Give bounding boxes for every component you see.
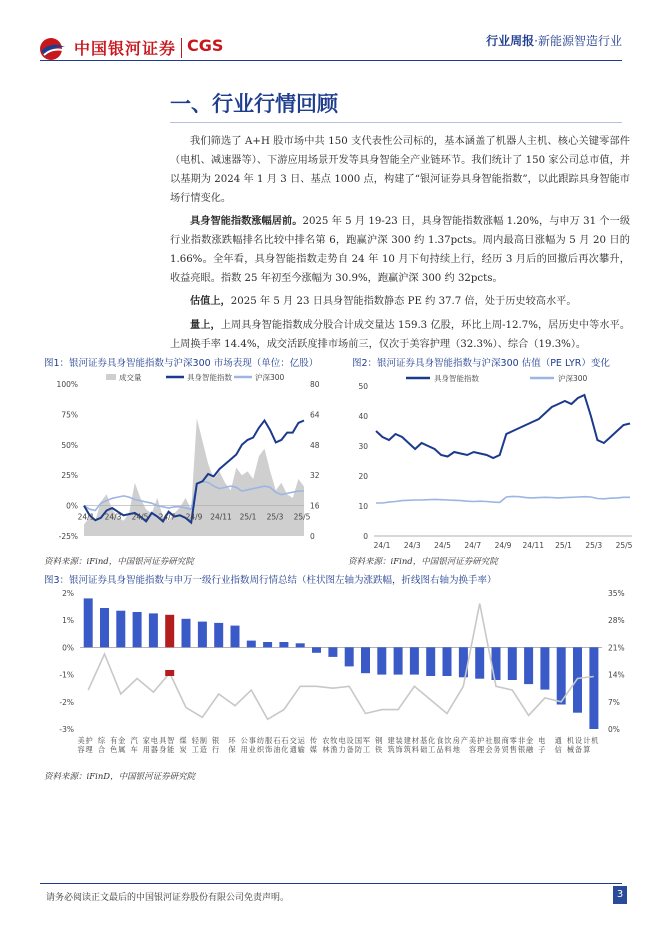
category-label-char: 制 <box>199 736 207 745</box>
category-label <box>387 736 402 754</box>
x-axis-tick-label: 24/11 <box>522 541 545 550</box>
category-label-char: 装 <box>395 736 403 745</box>
header-divider <box>40 60 622 61</box>
category-label-char: 汽 <box>130 736 138 745</box>
category-label-char: 煤 <box>179 736 187 745</box>
category-label <box>555 736 562 754</box>
x-axis-tick-label: 25/1 <box>239 512 257 522</box>
right-axis-tick-label: 48 <box>310 440 320 450</box>
bar <box>263 642 272 647</box>
figure3-caption: 图3：银河证券具身智能指数与申万一级行业指数周行情总结（柱状图左轴为涨跌幅，折线图右轴为换手率） <box>44 575 497 586</box>
category-label-char: 身 <box>159 745 167 754</box>
bar <box>573 647 582 712</box>
category-label <box>130 736 137 754</box>
category-label-char: 饮 <box>444 736 452 745</box>
bar <box>540 647 549 689</box>
x-axis-tick-label: 24/7 <box>158 512 176 522</box>
category-label <box>159 736 174 754</box>
industry-name: ·新能源智造行业 <box>534 34 622 48</box>
category-label-char: 军 <box>362 736 371 745</box>
y-axis-tick-label: 10 <box>358 502 368 511</box>
category-label <box>518 736 534 754</box>
report-header <box>486 32 622 49</box>
logo-mark-icon <box>38 36 68 62</box>
category-label-char: 石 <box>273 736 281 745</box>
category-label-char: 家 <box>142 736 151 745</box>
category-label-char: 运 <box>297 736 305 745</box>
category-label <box>502 736 517 754</box>
right-axis-tick-label: 35% <box>608 589 625 598</box>
x-axis-tick-label: 24/3 <box>403 541 421 550</box>
bar <box>84 598 93 647</box>
category-label-char: 服 <box>264 736 273 745</box>
category-label <box>273 736 288 754</box>
category-label-char: 产 <box>460 736 468 745</box>
bar <box>524 647 533 684</box>
category-label-char: 美 <box>469 736 477 745</box>
bar <box>149 613 158 647</box>
category-label <box>110 736 125 754</box>
paragraph-volume-lead: 量上， <box>190 319 221 331</box>
left-axis-tick-label: -25% <box>58 532 78 541</box>
legend-index-label: 具身智能指数 <box>187 373 232 382</box>
x-axis-tick-label: 24/9 <box>185 512 203 522</box>
category-label-char: 传 <box>309 736 318 745</box>
x-axis-tick-label: 25/1 <box>555 541 572 550</box>
y-axis-tick-label: 40 <box>358 412 368 421</box>
category-label <box>98 736 106 754</box>
category-label-char: 色 <box>110 745 118 754</box>
paragraph-volume <box>170 316 630 354</box>
category-label-char: 设 <box>574 736 583 745</box>
category-label-char: 非 <box>517 736 526 745</box>
paragraph-performance <box>170 212 630 288</box>
paragraph-volume-body: 上周具身智能指数成分股合计成交量达 159.3 亿股，环比上周-12.7%，居历史中等水平。上周换手率 14.4%，成交活跃度排市场前三，仅次于美容护理（32.3%）、综合（19.3%）。 <box>170 320 631 350</box>
category-label-char: 计 <box>583 736 591 745</box>
category-label-char: 环 <box>228 736 236 745</box>
category-label-char: 信 <box>554 745 562 754</box>
bar <box>328 647 337 657</box>
category-label-char: 工 <box>362 745 371 754</box>
category-label-char: 通 <box>289 745 297 754</box>
category-label <box>257 736 273 754</box>
category-label-char: 防 <box>354 745 363 754</box>
paragraph-valuation-body: 2025 年 5 月 23 日具身智能指数静态 PE 约 37.7 倍，处于历史较高水平。 <box>230 296 577 307</box>
bar <box>198 622 207 648</box>
category-label-char: 林 <box>322 745 330 754</box>
category-label-char: 地 <box>452 745 460 754</box>
category-label-char: 备 <box>346 745 354 754</box>
category-label-char: 通 <box>554 736 562 745</box>
category-label-char: 纺 <box>256 736 265 745</box>
category-label <box>436 736 452 754</box>
category-label-char: 社 <box>485 736 493 745</box>
footer-disclaimer: 请务必阅读正文最后的中国银河证券股份有限公司免责声明。 <box>46 893 290 903</box>
legend-index-label: 具身智能指数 <box>434 374 479 383</box>
x-axis-tick-label: 25/3 <box>266 512 284 522</box>
category-label-char: 化 <box>281 745 289 754</box>
category-label-char: 业 <box>248 745 256 754</box>
category-label-char: 农 <box>322 736 330 745</box>
category-label-char: 行 <box>212 745 220 754</box>
left-axis-tick-label: -1% <box>59 670 74 680</box>
category-label <box>192 736 207 754</box>
paragraph-intro: 我们筛选了 A+H 股市场中共 150 支代表性公司标的，基本涵盖了机器人主机、核心关键零部件（电机、减速器等）、下游应用场景开发等具身智能全产业链环节。我们统计了 150 家公司总市值，并以基期为 2024 年 1 月 3 日、基点 1000 点，构建了“银河证券具身智能指数”，以此跟踪具身智能市场行情变化。 <box>170 136 630 204</box>
left-axis-tick-label: -3% <box>59 725 74 734</box>
category-label-char: 容 <box>469 745 477 754</box>
x-axis-tick-label: 25/3 <box>585 541 603 550</box>
left-axis-tick-label: -2% <box>59 697 74 707</box>
category-label-char: 零 <box>509 736 517 745</box>
category-label-char: 综 <box>97 736 106 745</box>
section-title: 一、行业行情回顾 <box>170 92 338 116</box>
left-axis-tick-label: 0% <box>66 501 78 511</box>
category-label-char: 车 <box>130 745 138 754</box>
right-axis-tick-label: 28% <box>608 616 625 626</box>
x-axis-tick-label: 24/7 <box>464 541 482 550</box>
left-axis-tick-label: 25% <box>61 471 78 481</box>
category-label-char: 银 <box>517 745 526 754</box>
category-label-char: 炭 <box>179 745 187 754</box>
category-label <box>228 736 236 754</box>
category-label-char: 础 <box>420 745 428 754</box>
category-label-char: 化 <box>428 736 436 745</box>
bar <box>345 647 354 666</box>
category-label-char: 保 <box>228 745 236 754</box>
section-divider <box>170 122 622 123</box>
category-label-char: 料 <box>444 745 452 754</box>
bar <box>247 641 256 648</box>
bar <box>312 647 321 652</box>
category-label-char: 筑 <box>387 745 395 754</box>
category-label-char: 美 <box>77 736 85 745</box>
right-axis-tick-label: 7% <box>608 697 620 707</box>
y-axis-tick-label: 30 <box>358 442 368 451</box>
category-label <box>420 736 435 754</box>
category-label-char: 钢 <box>375 736 383 745</box>
category-label-char: 材 <box>411 736 420 745</box>
bar-highlight <box>165 615 174 648</box>
category-label <box>538 736 545 754</box>
category-label-char: 务 <box>493 745 501 754</box>
category-label <box>290 736 306 754</box>
category-label <box>322 736 337 754</box>
category-label-char: 轻 <box>191 736 199 745</box>
paragraph-valuation-lead: 估值上， <box>190 295 231 307</box>
category-label <box>404 736 420 754</box>
category-label-char: 能 <box>167 745 175 754</box>
category-label <box>583 736 598 754</box>
category-label-char: 子 <box>538 745 546 754</box>
category-label-char: 械 <box>566 745 575 754</box>
category-label <box>310 736 318 754</box>
logo-divider <box>181 38 182 58</box>
category-label-char: 护 <box>85 736 93 745</box>
category-label-char: 建 <box>387 736 395 745</box>
category-label-char: 算 <box>583 745 591 754</box>
x-axis-tick-label: 24/1 <box>77 512 95 522</box>
category-label <box>179 736 186 754</box>
bar <box>589 647 598 729</box>
category-label-char: 售 <box>509 745 517 754</box>
category-label-char: 电 <box>538 736 546 745</box>
right-axis-tick-label: 16 <box>310 501 320 511</box>
category-label-char: 备 <box>574 745 583 754</box>
right-axis-tick-label: 0% <box>608 725 620 734</box>
category-label <box>485 736 501 754</box>
category-label <box>339 736 355 754</box>
left-axis-tick-label: 75% <box>61 410 78 420</box>
y-axis-tick-label: 20 <box>358 472 368 481</box>
category-label <box>567 736 583 754</box>
figure1-caption: 图1：银河证券具身智能指数与沪深300 市场表现（单位：亿股） <box>44 358 319 369</box>
bar <box>296 643 305 647</box>
legend-volume-label: 成交量 <box>119 373 142 382</box>
category-label-char: 品 <box>436 745 444 754</box>
category-label-char: 交 <box>289 736 297 745</box>
category-label-char: 容 <box>77 745 85 754</box>
category-label-char: 筑 <box>403 745 412 754</box>
category-label-char: 造 <box>199 745 207 754</box>
bar <box>214 623 223 648</box>
turnover-line <box>88 604 594 720</box>
category-label-char: 力 <box>338 745 346 754</box>
category-label-char: 渔 <box>330 745 338 754</box>
x-axis-tick-label: 24/3 <box>104 512 122 522</box>
category-label-char: 服 <box>493 736 501 745</box>
category-label-char: 会 <box>485 745 493 754</box>
legend-hs300-label: 沪深300 <box>255 373 285 382</box>
category-label-char: 理 <box>477 745 485 754</box>
category-label-char: 属 <box>118 745 126 754</box>
figure2-chart <box>346 370 638 550</box>
category-label-char: 金 <box>525 736 534 745</box>
turnover-highlight-marker <box>165 670 174 676</box>
category-label-char: 商 <box>501 736 509 745</box>
category-label-char: 器 <box>150 745 159 754</box>
category-label-char: 媒 <box>309 745 318 754</box>
bar <box>492 647 501 680</box>
bar <box>508 647 517 680</box>
category-label-char: 建 <box>403 736 412 745</box>
category-label-char: 用 <box>240 745 248 754</box>
category-label-char: 国 <box>354 736 363 745</box>
category-label-char: 金 <box>118 736 126 745</box>
right-axis-tick-label: 14% <box>608 670 625 680</box>
category-label <box>375 736 383 754</box>
category-label-char: 智 <box>167 736 175 745</box>
bar <box>182 619 191 648</box>
category-label-char: 理 <box>85 745 93 754</box>
paragraph-valuation <box>170 292 630 311</box>
category-label-char: 银 <box>212 736 220 745</box>
paragraph-performance-lead: 具身智能指数涨幅居前。 <box>190 215 303 227</box>
category-label-char: 饰 <box>264 745 273 754</box>
y-axis-tick-label: 50 <box>358 382 368 391</box>
figure2-caption: 图2：银河证券具身智能指数与沪深300 估值（PE LYR）变化 <box>352 358 610 369</box>
category-label-char: 事 <box>248 736 256 745</box>
category-label-char: 护 <box>477 736 485 745</box>
right-axis-tick-label: 0 <box>310 532 315 541</box>
bar <box>426 647 435 676</box>
category-label-char: 有 <box>110 736 118 745</box>
left-axis-tick-label: 100% <box>56 380 78 389</box>
bar <box>133 612 142 647</box>
category-label-char: 饰 <box>395 745 403 754</box>
legend-hs300-label: 沪深300 <box>558 374 588 383</box>
report-type: 行业周报 <box>486 34 535 48</box>
right-axis-tick-label: 80 <box>310 380 320 389</box>
category-label <box>143 736 158 754</box>
right-axis-tick-label: 32 <box>310 471 320 481</box>
category-label-char: 具 <box>159 736 167 745</box>
category-label-char: 房 <box>452 736 460 745</box>
bar <box>361 647 370 673</box>
category-label-char: 油 <box>273 745 281 754</box>
x-axis-tick-label: 24/5 <box>131 512 149 522</box>
bar <box>410 647 419 674</box>
x-axis-tick-label: 24/9 <box>494 541 512 550</box>
x-axis-tick-label: 25/5 <box>293 512 311 522</box>
category-label-char: 牧 <box>330 736 338 745</box>
category-label-char: 电 <box>338 736 346 745</box>
figure1-chart <box>44 370 334 550</box>
index-pe-line <box>376 395 630 458</box>
category-label-char: 设 <box>346 736 354 745</box>
left-axis-tick-label: 0% <box>62 643 74 653</box>
x-axis-tick-label: 25/5 <box>615 541 633 550</box>
category-label-char: 机 <box>566 736 575 745</box>
category-label-char: 公 <box>240 736 248 745</box>
figure2-source: 资料来源：iFind，中国银河证券研究院 <box>348 557 498 567</box>
x-axis-tick-label: 24/1 <box>373 541 391 550</box>
category-label-char: 融 <box>525 745 534 754</box>
bar <box>279 642 288 647</box>
category-label-char: 合 <box>97 745 106 754</box>
category-label <box>453 736 468 754</box>
category-label <box>212 736 219 754</box>
category-label-char: 工 <box>428 745 436 754</box>
page-number: 3 <box>613 886 627 904</box>
x-axis-tick-label: 24/5 <box>434 541 451 550</box>
category-label-char: 织 <box>256 745 265 754</box>
bar <box>231 626 240 648</box>
category-label-char: 贸 <box>501 745 509 754</box>
figure3-chart <box>44 585 638 767</box>
bar <box>394 647 403 674</box>
category-label-char: 基 <box>420 736 428 745</box>
bar <box>100 608 109 647</box>
logo-cgs: CGS <box>187 36 224 55</box>
bar <box>443 647 452 676</box>
category-label-char: 工 <box>191 745 199 754</box>
category-label-char: 石 <box>281 736 289 745</box>
hs300-pe-line <box>376 496 630 503</box>
category-label-char: 料 <box>411 745 420 754</box>
category-label-char: 输 <box>297 745 305 754</box>
bar <box>475 647 484 678</box>
logo-text: 中国银河证券 <box>74 39 177 58</box>
bar <box>377 647 386 674</box>
left-axis-tick-label: 1% <box>62 616 74 626</box>
category-label-char: 食 <box>436 736 444 745</box>
figure3-source: 资料来源：iFinD，中国银河证券研究院 <box>44 772 196 782</box>
category-label <box>78 736 94 754</box>
right-axis-tick-label: 64 <box>310 410 320 420</box>
right-axis-tick-label: 21% <box>608 643 625 653</box>
x-axis-tick-label: 24/11 <box>210 512 232 522</box>
left-axis-tick-label: 2% <box>62 589 74 598</box>
category-label-char: 铁 <box>375 745 383 754</box>
category-label-char: 用 <box>142 745 151 754</box>
left-axis-tick-label: 50% <box>61 440 78 450</box>
category-label-char: 电 <box>150 736 159 745</box>
category-label <box>355 736 370 754</box>
category-label <box>241 736 256 754</box>
category-label <box>469 736 485 754</box>
figure1-source: 资料来源：iFind，中国银河证券研究院 <box>44 557 194 567</box>
paragraph-performance-body: 2025 年 5 月 19-23 日，具身智能指数涨幅 1.20%，与申万 31 个一级行业指数涨跌幅排名比较中排名第 6，跑赢沪深 300 约 1.37pcts。周内最高日涨幅为 5 月 20 日的 1.66%。全年看，具身智能指数走势自 24 年 10 月下旬持续上行，经历 3 月后的回撤后再次攀升，收益亮眼。指数 25 年初至今涨幅为 30.9%，跑赢沪深 300 约 32pcts。 <box>170 216 631 284</box>
legend-volume-swatch <box>106 374 116 380</box>
y-axis-tick-label: 0 <box>363 532 368 541</box>
bar <box>116 611 125 648</box>
footer-divider <box>40 883 622 884</box>
category-label-char: 机 <box>591 736 599 745</box>
